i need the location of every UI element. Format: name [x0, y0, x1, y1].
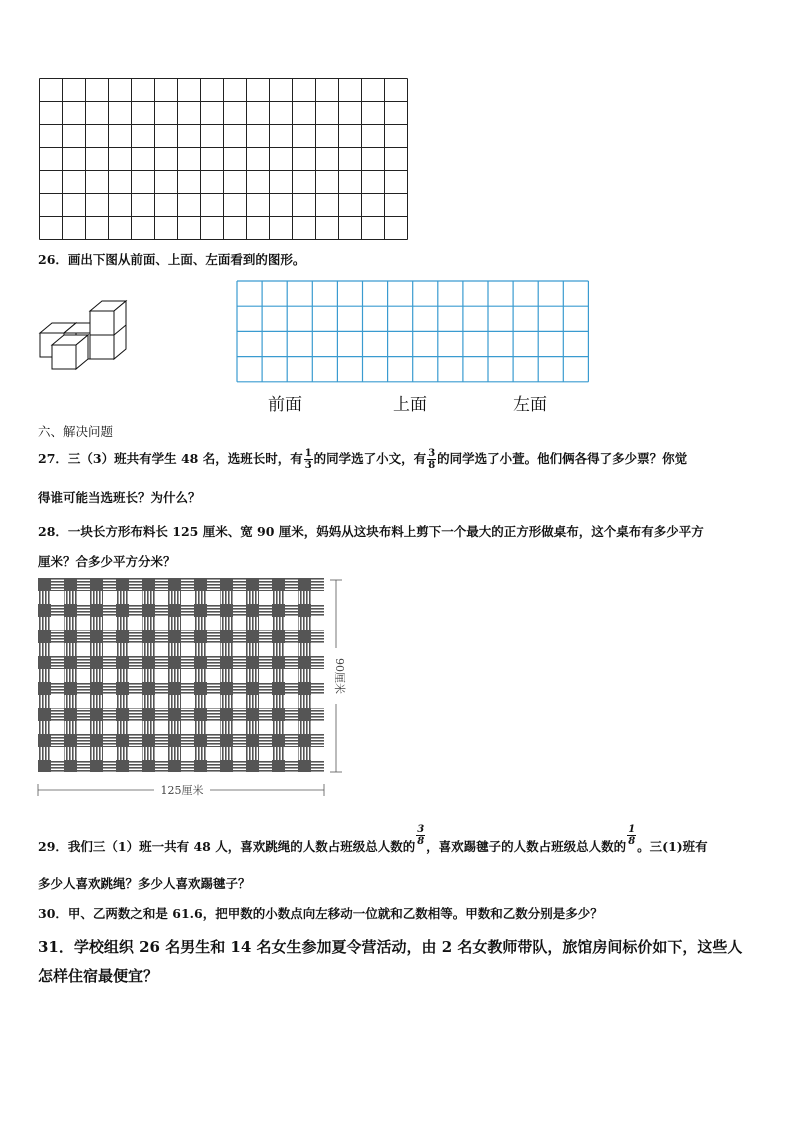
cloth-check — [116, 682, 129, 695]
cloth-check — [142, 656, 155, 669]
question-28-line1: 28．一块长方形布料长 125 厘米、宽 90 厘米，妈妈从这块布料上剪下一个最大的正方形做桌布，这个桌布有多少平方 — [38, 524, 704, 539]
question-29-line1: 29．我们三（1）班一共有 48 人，喜欢跳绳的人数占班级总人数的 $\frac{3}{8}$ ，喜欢踢毽子的人数占班级总人数的 $\frac{1}{8}$ 。三(1)班有 — [38, 824, 708, 854]
cloth-check — [168, 682, 181, 695]
cloth-check — [64, 734, 77, 747]
cloth-check — [220, 708, 233, 721]
cloth-check — [298, 578, 311, 591]
cloth-check — [246, 708, 259, 721]
cloth-check — [298, 604, 311, 617]
question-31-line1: 31．学校组织 26 名男生和 14 名女生参加夏令营活动，由 2 名女教师带队，旅馆房间标价如下，这些人 — [38, 938, 743, 956]
cloth-check — [168, 760, 181, 772]
question-27-line1: 27．三（3）班共有学生 48 名，选班长时，有 $\frac{1}{3}$ 的同学选了小文，有 $\frac{3}{8}$ 的同学选了小萱。他们俩各得了多少票？你觉 — [38, 448, 688, 471]
question-29-line2: 多少人喜欢跳绳？多少人喜欢踢毽子？ — [38, 876, 251, 891]
label-left-view: 左面 — [513, 395, 547, 415]
cloth-check — [64, 682, 77, 695]
cloth-check — [246, 630, 259, 643]
question-28-line2: 厘米？合多少平方分米？ — [38, 554, 176, 569]
cloth-check — [90, 708, 103, 721]
cloth-check — [272, 760, 285, 772]
cloth-check — [142, 734, 155, 747]
cloth-check — [220, 656, 233, 669]
cloth-check — [90, 630, 103, 643]
cloth-check — [38, 604, 51, 617]
cloth-check — [90, 578, 103, 591]
cloth-check — [90, 656, 103, 669]
question-30: 30．甲、乙两数之和是 61.6，把甲数的小数点向左移动一位就和乙数相等。甲数和乙数分别是多少？ — [38, 906, 603, 921]
cloth-check — [220, 630, 233, 643]
cloth-check — [116, 708, 129, 721]
cloth-check — [38, 578, 51, 591]
cloth-check — [142, 682, 155, 695]
cloth-check — [246, 656, 259, 669]
cloth-check — [116, 578, 129, 591]
cloth-check — [272, 734, 285, 747]
section-title: 六、解决问题 — [38, 424, 114, 439]
cloth-check — [194, 734, 207, 747]
cloth-check — [64, 708, 77, 721]
fraction-three-eighths-b: $\frac{3}{8}$ — [417, 824, 425, 847]
cloth-check — [298, 682, 311, 695]
cloth-check — [168, 578, 181, 591]
cloth-check — [38, 708, 51, 721]
cloth-check — [194, 656, 207, 669]
cloth-check — [272, 656, 285, 669]
cloth-check — [168, 604, 181, 617]
cloth-check — [64, 630, 77, 643]
cloth-check — [272, 630, 285, 643]
cube-stack-figure — [36, 293, 136, 373]
plaid-cloth-figure — [36, 578, 356, 803]
cloth-check — [38, 630, 51, 643]
cloth-check — [38, 682, 51, 695]
cloth-check — [298, 708, 311, 721]
cloth-check — [246, 604, 259, 617]
cloth-check — [194, 682, 207, 695]
width-label: 125厘米 — [160, 784, 204, 797]
cloth-check — [194, 760, 207, 772]
cloth-check — [298, 656, 311, 669]
cloth-check — [116, 604, 129, 617]
cloth-check — [272, 604, 285, 617]
cloth-check — [64, 760, 77, 772]
cloth-check — [116, 734, 129, 747]
cloth-check — [116, 656, 129, 669]
cloth-check — [220, 604, 233, 617]
question-31-line2: 怎样住宿最便宜？ — [38, 967, 159, 985]
cloth-check — [64, 578, 77, 591]
answer-grid-views — [236, 280, 590, 383]
fraction-one-eighth: $\frac{1}{8}$ — [628, 824, 636, 847]
cloth-check — [168, 656, 181, 669]
question-27-line2: 得谁可能当选班长？为什么？ — [38, 490, 201, 505]
cloth-check — [298, 760, 311, 772]
cloth-check — [246, 760, 259, 772]
cloth-check — [168, 630, 181, 643]
fraction-one-third: $\frac{1}{3}$ — [304, 448, 312, 471]
cloth-check — [272, 708, 285, 721]
fraction-three-eighths: $\frac{3}{8}$ — [428, 448, 436, 471]
height-label: 90厘米 — [333, 658, 346, 694]
cloth-check — [168, 708, 181, 721]
answer-grid-top — [39, 78, 409, 240]
cloth-check — [220, 760, 233, 772]
cloth-check — [142, 578, 155, 591]
cloth-check — [142, 630, 155, 643]
label-top-view: 上面 — [393, 395, 427, 415]
cloth-check — [220, 682, 233, 695]
cloth-check — [194, 708, 207, 721]
cloth-check — [194, 578, 207, 591]
cloth-check — [38, 656, 51, 669]
label-front-view: 前面 — [268, 395, 302, 415]
cloth-check — [298, 630, 311, 643]
cloth-check — [194, 630, 207, 643]
cloth-check — [168, 734, 181, 747]
cloth-check — [38, 760, 51, 772]
cloth-check — [220, 578, 233, 591]
cloth-check — [220, 734, 233, 747]
cloth-check — [272, 578, 285, 591]
cloth-check — [90, 734, 103, 747]
cloth-check — [64, 604, 77, 617]
cloth-check — [142, 760, 155, 772]
cloth-check — [64, 656, 77, 669]
cloth-check — [246, 578, 259, 591]
cloth-check — [90, 760, 103, 772]
cloth-check — [38, 734, 51, 747]
cloth-check — [246, 734, 259, 747]
cloth-check — [90, 604, 103, 617]
cloth-check — [90, 682, 103, 695]
cloth-check — [298, 734, 311, 747]
cloth-check — [116, 630, 129, 643]
cloth-check — [142, 604, 155, 617]
cloth-check — [246, 682, 259, 695]
question-26: 26．画出下图从前面、上面、左面看到的图形。 — [38, 252, 306, 267]
cloth-check — [272, 682, 285, 695]
cloth-check — [116, 760, 129, 772]
cloth-check — [194, 604, 207, 617]
cloth-check — [142, 708, 155, 721]
